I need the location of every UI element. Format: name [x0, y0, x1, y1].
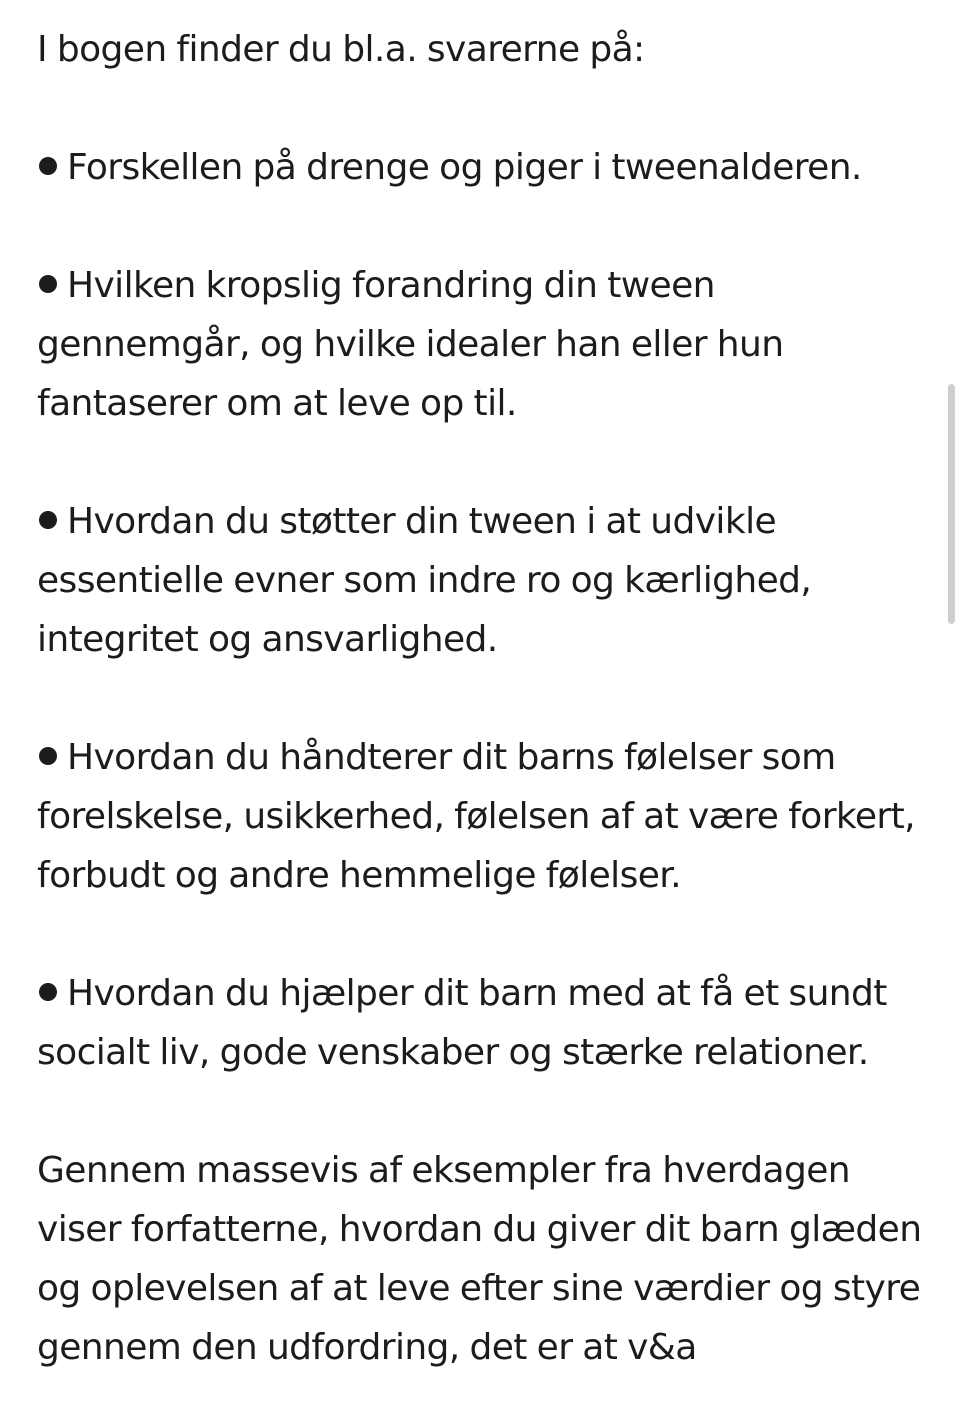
bullet-icon: [39, 511, 57, 529]
bullet-item: [37, 492, 937, 669]
bullet-item: [37, 964, 937, 1082]
bullet-text: Hvordan du hjælper dit barn med at få et sundt socialt liv, gode venskaber og stærke relationer.: [37, 973, 887, 1073]
article-body: [37, 20, 937, 1377]
bullet-icon: [39, 747, 57, 765]
bullet-text: Hvordan du støtter din tween i at udvikle essentielle evner som indre ro og kærlighed, integritet og ansvarlighed.: [37, 501, 812, 660]
bullet-text: Hvilken kropslig forandring din tween gennemgår, og hvilke idealer han eller hun fantaserer om at leve op til.: [37, 265, 784, 424]
bullet-icon: [39, 157, 57, 175]
bullet-icon: [39, 275, 57, 293]
bullet-icon: [39, 983, 57, 1001]
bullet-text: Forskellen på drenge og piger i tweenalderen.: [67, 147, 862, 188]
bullet-item: [37, 138, 937, 197]
bullet-item: [37, 728, 937, 905]
scrollbar-thumb[interactable]: [948, 384, 955, 624]
scrollbar[interactable]: [946, 0, 960, 1417]
bullet-item: [37, 256, 937, 433]
intro-paragraph: I bogen finder du bl.a. svarerne på:: [37, 29, 645, 70]
outro-paragraph: Gennem massevis af eksempler fra hverdagen viser forfatterne, hvordan du giver dit barn glæden og oplevelsen af at leve efter sine værdier og styre gennem den udfordring, det er at v&a: [37, 1150, 922, 1368]
bullet-text: Hvordan du håndterer dit barns følelser som forelskelse, usikkerhed, følelsen af at være forkert, forbudt og andre hemmelige følelser.: [37, 737, 915, 896]
